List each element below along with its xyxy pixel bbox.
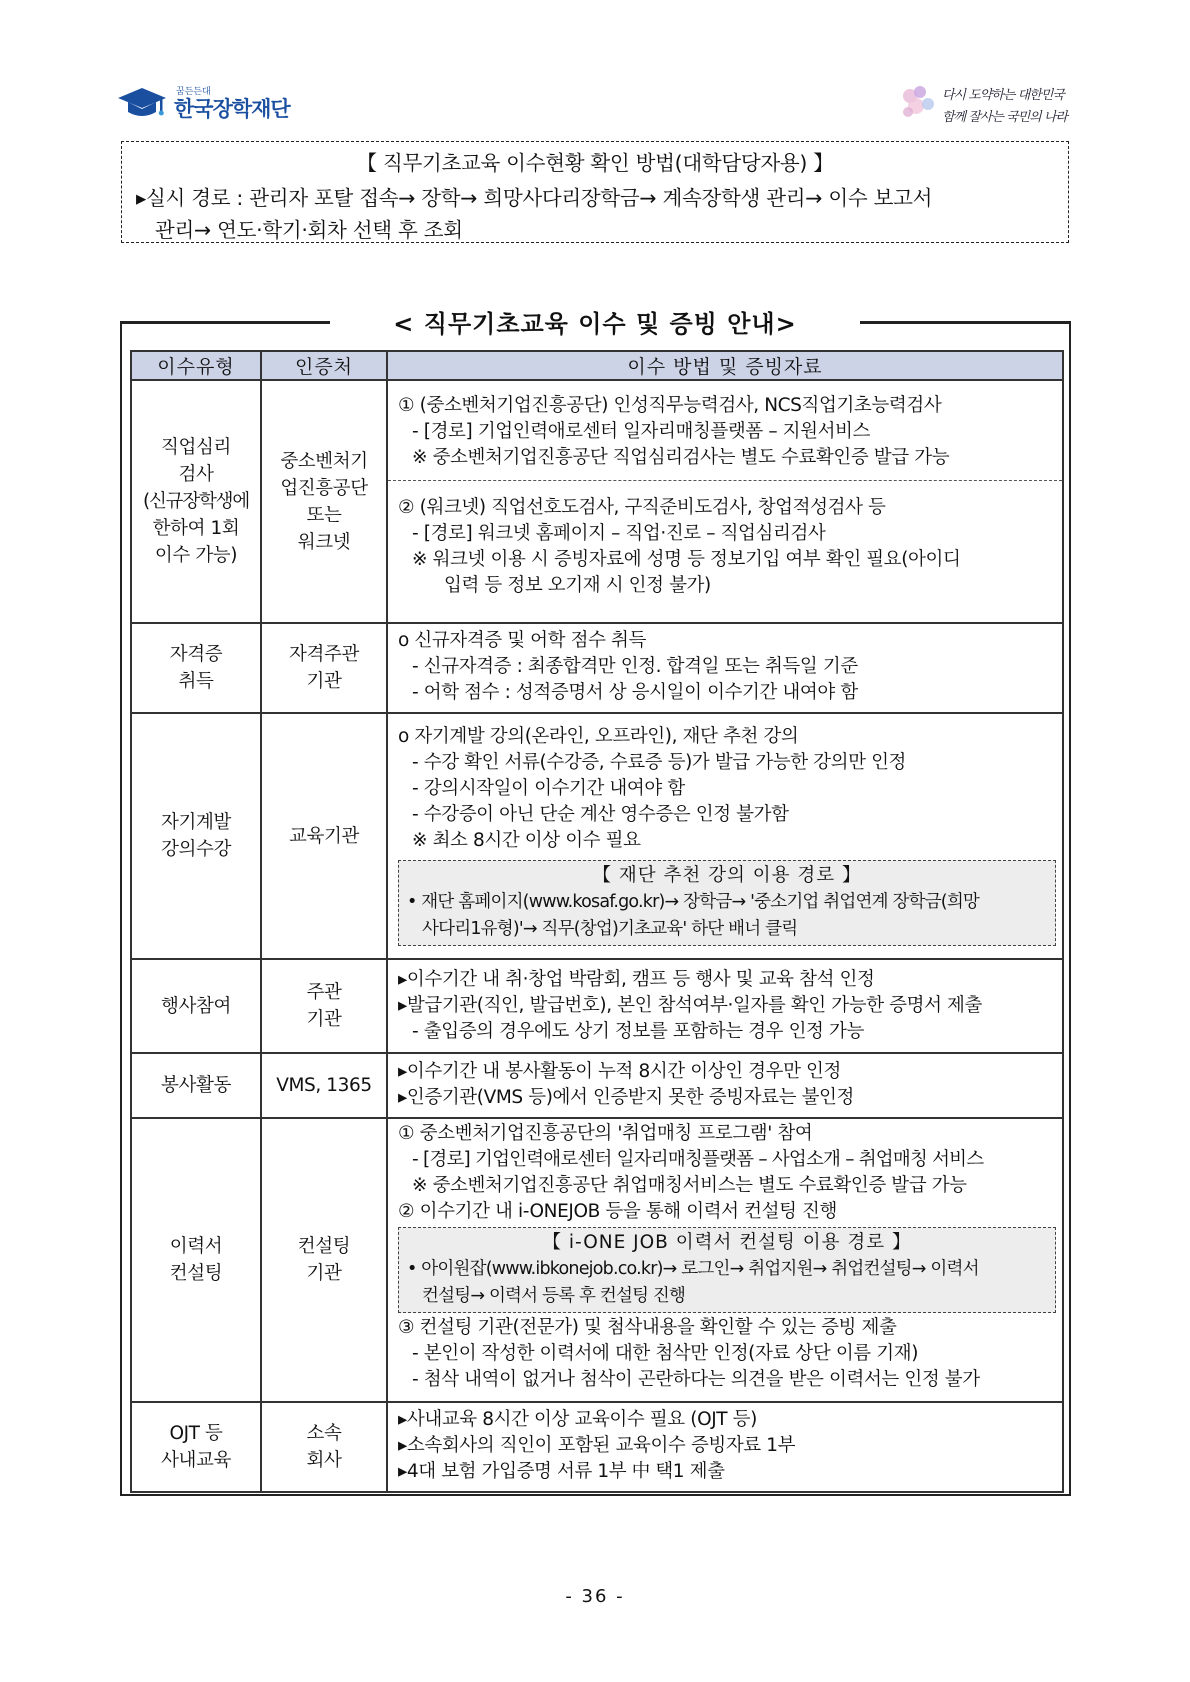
- kosaf-logo: [116, 84, 290, 120]
- text-line: 사내교육: [161, 1450, 231, 1471]
- text-line: 직업심리: [161, 437, 231, 458]
- text-line: 또는: [306, 504, 342, 526]
- text-line: 워크넷: [297, 531, 351, 553]
- text-line: - 어학 점수 : 성적증명서 상 응시일이 이수기간 내여야 함: [412, 682, 858, 703]
- logo-slogan: 꿈든든대: [176, 87, 211, 97]
- title-rule-right: [860, 322, 1071, 324]
- text-line: ▸사내교육 8시간 이상 교육이수 필요 (OJT 등): [398, 1409, 757, 1430]
- text-line: - [경로] 워크넷 홈페이지 – 직업·진로 – 직업심리검사: [412, 523, 826, 544]
- content-cell: [387, 623, 1063, 713]
- flower-emblem-icon: [898, 82, 942, 126]
- text-line: 입력 등 정보 오기재 시 인정 불가): [444, 575, 711, 596]
- text-line: 사다리1유형)'→ 직무(창업)기초교육' 하단 배너 클릭: [422, 919, 798, 939]
- text-line: - 수강증이 아닌 단순 계산 영수증은 인정 불가함: [412, 804, 789, 825]
- logo-name: 한국장학재단: [174, 97, 290, 121]
- org-cell: [261, 380, 387, 623]
- info-box-title: 【 직무기초교육 이수현황 확인 방법(대학담당자용) 】: [356, 151, 834, 175]
- text-line: o 자기계발 강의(온라인, 오프라인), 재단 추천 강의: [398, 726, 799, 747]
- text-line: ※ 워크넷 이용 시 증빙자료에 성명 등 정보기입 여부 확인 필요(아이디: [412, 549, 961, 570]
- column-header: 이수 방법 및 증빙자료: [387, 351, 1063, 380]
- type-cell: [131, 959, 261, 1053]
- text-line: - 본인이 작성한 이력서에 대한 첨삭만 인정(자료 상단 이름 기재): [412, 1343, 919, 1364]
- text-line: 강의수강: [161, 839, 231, 860]
- text-line: - 첨삭 내역이 없거나 첨삭이 곤란하다는 의견을 받은 이력서는 인정 불가: [412, 1369, 980, 1390]
- org-cell: [261, 713, 387, 959]
- text-line: 이력서: [169, 1236, 223, 1257]
- recommended-course-route-box: [398, 860, 1056, 946]
- info-box: [121, 141, 1069, 243]
- type-cell: [131, 713, 261, 959]
- content-cell: [387, 959, 1063, 1053]
- text-line: 업진흥공단: [280, 477, 368, 499]
- text-line: ▸발급기관(직인, 발급번호), 본인 참석여부·일자를 확인 가능한 증명서 제출: [398, 995, 982, 1016]
- page-number: - 36 -: [565, 1586, 625, 1607]
- text-line: - 신규자격증 : 최종합격만 인정. 합격일 또는 취득일 기준: [412, 656, 858, 677]
- type-cell: [131, 1118, 261, 1402]
- content-cell: [387, 380, 1063, 623]
- text-line: ② 이수기간 내 i-ONEJOB 등을 통해 이력서 컨설팅 진행: [398, 1201, 837, 1222]
- text-line: ① 중소벤처기업진흥공단의 '취업매칭 프로그램' 참여: [398, 1123, 813, 1144]
- text-line: 자격증: [169, 644, 223, 665]
- org-cell: [261, 623, 387, 713]
- text-line: ▸소속회사의 직인이 포함된 교육이수 증빙자료 1부: [398, 1435, 796, 1456]
- text-line: 봉사활동: [161, 1075, 231, 1096]
- content-cell: [387, 1402, 1063, 1492]
- slogan-line-1: 다시 도약하는 대한민국: [942, 88, 1064, 103]
- table-row: [131, 1402, 1063, 1492]
- org-cell: [261, 1118, 387, 1402]
- text-line: 중소벤처기: [280, 450, 368, 472]
- slogan-line-2: 함께 잘사는 국민의 나라: [942, 110, 1067, 125]
- text-line: ② (워크넷) 직업선호도검사, 구직준비도검사, 창업적성검사 등: [398, 497, 886, 518]
- text-line: 이수 가능): [154, 545, 238, 566]
- content-cell: [387, 1053, 1063, 1118]
- text-line: 컨설팅: [169, 1263, 223, 1284]
- text-line: 검사: [178, 464, 214, 485]
- text-line: ※ 중소벤처기업진흥공단 직업심리검사는 별도 수료확인증 발급 가능: [412, 447, 950, 468]
- text-line: OJT 등: [169, 1423, 223, 1444]
- text-line: - 강의시작일이 이수기간 내여야 함: [412, 778, 685, 799]
- text-line: o 신규자격증 및 어학 점수 취득: [398, 630, 646, 651]
- text-line: 【 i-ONE JOB 이력서 컨설팅 이용 경로 】: [542, 1232, 912, 1253]
- org-cell: [261, 1053, 387, 1118]
- table-row: [131, 1118, 1063, 1402]
- table-row: [131, 623, 1063, 713]
- column-header: 이수유형: [131, 351, 261, 380]
- text-line: - 출입증의 경우에도 상기 정보를 포함하는 경우 인정 가능: [412, 1021, 864, 1042]
- info-box-line: ▸실시 경로 : 관리자 포탈 접속→ 장학→ 희망사다리장학금→ 계속장학생 관리→ 이수 보고서: [136, 186, 933, 210]
- guide-table: [130, 350, 1064, 1493]
- text-line: 【 재단 추천 강의 이용 경로 】: [592, 865, 862, 886]
- text-line: 컨설팅→ 이력서 등록 후 컨설팅 진행: [422, 1286, 686, 1306]
- type-cell: [131, 1053, 261, 1118]
- table-row: [131, 380, 1063, 623]
- text-line: ▸4대 보험 가입증명 서류 1부 中 택1 제출: [398, 1461, 725, 1482]
- content-cell: [387, 1118, 1063, 1402]
- text-line: 소속: [306, 1423, 342, 1444]
- text-line: (신규장학생에: [142, 491, 250, 512]
- info-box-line: 관리→ 연도·학기·회차 선택 후 조회: [155, 218, 463, 242]
- text-line: 한하여 1회: [152, 518, 240, 539]
- table-row: [131, 713, 1063, 959]
- text-line: • 재단 홈페이지(www.kosaf.go.kr)→ 장학금→ '중소기업 취업연계 장학금(희망: [407, 892, 980, 912]
- content-cell: [387, 713, 1063, 959]
- table-row: [131, 959, 1063, 1053]
- text-line: 기관: [306, 671, 342, 692]
- title-rule-left: [120, 322, 330, 324]
- table-header-row: [131, 351, 1063, 380]
- text-line: ※ 최소 8시간 이상 이수 필요: [412, 830, 641, 851]
- org-cell: [261, 1402, 387, 1492]
- text-line: ③ 컨설팅 기관(전문가) 및 첨삭내용을 확인할 수 있는 증빙 제출: [398, 1317, 897, 1338]
- text-line: - 수강 확인 서류(수강증, 수료증 등)가 발급 가능한 강의만 인정: [412, 752, 907, 773]
- type-cell: [131, 380, 261, 623]
- text-line: 기관: [306, 1263, 342, 1284]
- text-line: 취득: [178, 671, 214, 692]
- text-line: - [경로] 기업인력애로센터 일자리매칭플랫폼 – 사업소개 – 취업매칭 서비스: [412, 1149, 984, 1170]
- text-line: ※ 중소벤처기업진흥공단 취업매칭서비스는 별도 수료확인증 발급 가능: [412, 1175, 967, 1196]
- text-line: ▸인증기관(VMS 등)에서 인증받지 못한 증빙자료는 불인정: [398, 1087, 854, 1108]
- text-line: • 아이원잡(www.ibkonejob.co.kr)→ 로그인→ 취업지원→ 취업컨설팅→ 이력서: [407, 1259, 979, 1279]
- text-line: 교육기관: [289, 825, 359, 847]
- graduation-cap-icon: [116, 84, 168, 120]
- type-cell: [131, 623, 261, 713]
- table-row: [131, 1053, 1063, 1118]
- text-line: 자기계발: [161, 812, 231, 833]
- text-line: 주관: [306, 982, 342, 1003]
- org-cell: [261, 959, 387, 1053]
- text-line: 기관: [306, 1009, 342, 1030]
- section-title: < 직무기초교육 이수 및 증빙 안내>: [330, 304, 860, 339]
- text-line: ① (중소벤처기업진흥공단) 인성직무능력검사, NCS직업기초능력검사: [398, 395, 942, 416]
- dashed-divider: [388, 480, 1062, 481]
- text-line: 컨설팅: [297, 1236, 351, 1257]
- text-line: ▸이수기간 내 봉사활동이 누적 8시간 이상인 경우만 인정: [398, 1061, 841, 1082]
- ione-job-route-box: [398, 1227, 1056, 1313]
- text-line: - [경로] 기업인력애로센터 일자리매칭플랫폼 – 지원서비스: [412, 421, 870, 442]
- government-slogan-logo: [898, 82, 1088, 130]
- text-line: VMS, 1365: [276, 1075, 372, 1096]
- type-cell: [131, 1402, 261, 1492]
- text-line: 자격주관: [289, 644, 359, 665]
- column-header: 인증처: [261, 351, 387, 380]
- text-line: 행사참여: [161, 995, 231, 1017]
- text-line: 회사: [306, 1450, 342, 1471]
- text-line: ▸이수기간 내 취·창업 박람회, 캠프 등 행사 및 교육 참석 인정: [398, 969, 875, 990]
